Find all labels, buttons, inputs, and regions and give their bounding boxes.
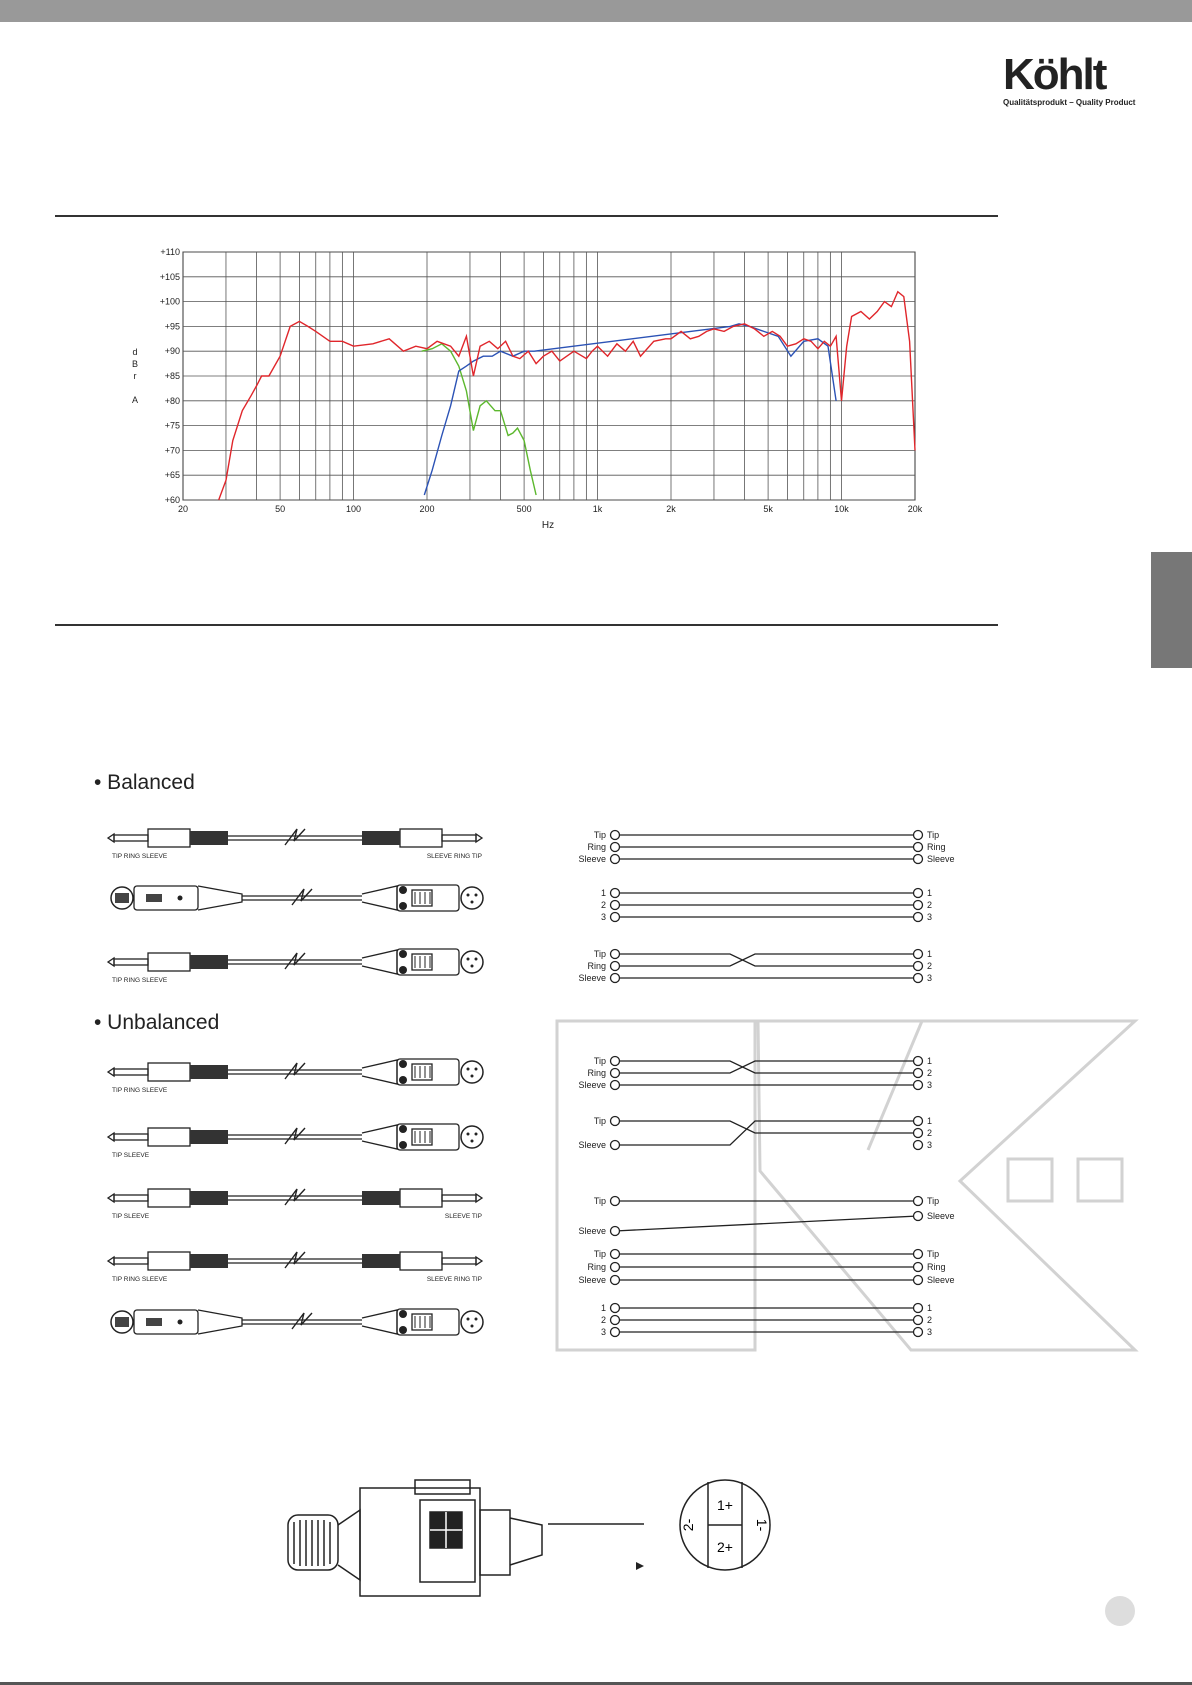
terminal-pin [914,1141,923,1150]
section-rule-bottom [55,624,998,626]
cable-drawing [108,949,483,984]
y-tick-label: +60 [164,495,180,505]
terminal-pin [611,1081,620,1090]
terminal-pin [914,1212,923,1221]
terminal-label: Sleeve [927,1211,955,1221]
terminal-pin [611,889,620,898]
terminal-pin [611,913,620,922]
wiring-diagram [578,949,932,983]
cable-end-label: TIP RING SLEEVE [112,853,168,860]
y-axis-label-char: r [133,371,137,381]
cable-end-label: SLEEVE RING TIP [426,853,482,860]
cable-end-label: SLEEVE RING TIP [426,1276,482,1283]
terminal-pin [914,1129,923,1138]
terminal-label: Sleeve [578,973,606,983]
terminal-pin [611,1141,620,1150]
top-bar [0,0,1192,22]
terminal-label: 3 [927,912,933,922]
x-tick-label: 5k [763,504,773,514]
cable-drawing [108,1059,483,1094]
terminal-pin [611,1316,620,1325]
y-tick-label: +105 [159,271,180,282]
terminal-pin [611,901,620,910]
terminal-label: 2 [600,1315,606,1325]
terminal-label: 1 [927,1056,933,1066]
terminal-label: Ring [587,1068,606,1078]
wiring-diagrams [550,810,1192,1360]
terminal-label: Ring [587,842,606,852]
terminal-label: 2 [927,1068,933,1078]
terminal-pin [914,889,923,898]
terminal-label: 3 [927,1327,933,1337]
terminal-label: 1 [927,888,933,898]
terminal-pin [611,1304,620,1313]
terminal-label: Sleeve [578,1226,606,1236]
terminal-pin [914,843,923,852]
terminal-pin [914,831,923,840]
terminal-pin [914,1328,923,1337]
terminal-pin [611,1276,620,1285]
terminal-pin [611,1328,620,1337]
x-tick-label: 20k [907,504,923,514]
terminal-label: 2 [927,1128,933,1138]
terminal-pin [914,1057,923,1066]
terminal-pin [914,1197,923,1206]
terminal-pin [611,1197,620,1206]
terminal-label: Tip [593,1116,606,1126]
terminal-label: 3 [600,1327,606,1337]
arrow-icon [636,1562,644,1570]
terminal-pin [914,913,923,922]
wiring-diagram [601,888,932,922]
y-tick-label: +70 [164,445,180,456]
pin-label: 1- [754,1518,770,1532]
y-tick-label: +100 [159,296,180,307]
terminal-pin [914,950,923,959]
pin-label: 2- [680,1518,696,1532]
speakon-pinout [680,1480,770,1570]
terminal-label: Ring [587,961,606,971]
terminal-label: 3 [927,1140,933,1150]
terminal-pin [914,1250,923,1259]
terminal-label: Sleeve [578,1080,606,1090]
terminal-pin [611,843,620,852]
frequency-response-chart [110,240,930,540]
section-rule-top [55,215,998,217]
x-tick-label: 200 [419,504,435,514]
terminal-label: 3 [927,973,933,983]
cable-drawing [108,1252,482,1283]
terminal-label: Ring [587,1262,606,1272]
terminal-label: Tip [927,1249,940,1259]
y-tick-label: +85 [164,371,180,381]
terminal-label: Sleeve [578,1140,606,1150]
y-tick-label: +75 [164,420,180,431]
terminal-label: Sleeve [927,854,955,864]
terminal-pin [611,950,620,959]
side-tab [1151,552,1192,668]
cable-drawings [100,810,500,1350]
terminal-pin [914,1081,923,1090]
x-axis-label: Hz [541,520,555,531]
terminal-label: 2 [927,900,933,910]
cable-end-label: TIP RING SLEEVE [112,1276,168,1283]
terminal-pin [611,1250,620,1259]
terminal-pin [611,831,620,840]
terminal-label: 3 [927,1080,933,1090]
cable-end-label: TIP SLEEVE [112,1152,150,1159]
terminal-pin [611,1057,620,1066]
terminal-pin [611,962,620,971]
terminal-label: Tip [927,1196,940,1206]
terminal-label: Tip [927,830,940,840]
terminal-label: Sleeve [578,854,606,864]
chart-series [219,292,915,500]
terminal-label: 2 [927,1315,933,1325]
cable-drawing [108,829,482,860]
y-axis-label-char: d [132,347,138,357]
x-tick-label: 1k [592,504,603,514]
terminal-pin [611,1117,620,1126]
terminal-label: 3 [600,912,606,922]
terminal-label: Ring [927,842,946,852]
terminal-label: Tip [593,1196,606,1206]
terminal-label: 1 [600,888,606,898]
terminal-label: Ring [927,1262,946,1272]
terminal-pin [914,1069,923,1078]
background-watermark [557,1021,1135,1350]
series-line-blue [424,324,836,495]
terminal-pin [914,1304,923,1313]
wiring-diagram [578,1249,954,1285]
terminal-label: Tip [593,949,606,959]
terminal-label: 2 [927,961,933,971]
brand-logo [1003,50,1136,110]
chart-grid [183,252,915,500]
unbalanced-heading: • Unbalanced [94,1011,220,1034]
x-tick-label: 50 [275,504,286,514]
y-tick-labels [160,247,180,505]
wiring-diagram [578,830,954,864]
cable-end-label: TIP SLEEVE [112,1213,150,1220]
series-line-red [219,292,915,500]
y-tick-label: +95 [164,321,180,332]
terminal-label: Tip [593,1249,606,1259]
page-number-badge [1105,1596,1135,1626]
y-tick-label: +90 [164,346,180,357]
y-tick-label: +110 [160,247,180,257]
x-tick-label: 2k [666,504,676,514]
terminal-pin [611,855,620,864]
terminal-pin [914,855,923,864]
terminal-pin [914,1316,923,1325]
x-tick-label: 10k [834,504,849,514]
terminal-pin [914,901,923,910]
logo-tagline: Qualitätsprodukt – Quality Product [1003,98,1136,107]
terminal-label: 1 [927,949,933,959]
series-line-green [422,344,536,495]
cable-drawing [111,885,483,911]
terminal-pin [914,962,923,971]
terminal-label: 1 [600,1303,606,1313]
terminal-pin [611,1263,620,1272]
terminal-label: Sleeve [927,1275,955,1285]
logo-mark: Köhlt [1003,50,1106,99]
balanced-heading: • Balanced [94,771,195,794]
speakon-plug-drawing [288,1480,644,1596]
cable-end-label: SLEEVE TIP [444,1213,482,1220]
terminal-label: Sleeve [578,1275,606,1285]
speakon-connector-diagram [280,1470,780,1610]
y-axis-label-char: A [131,395,139,405]
wiring-diagram [601,1303,932,1337]
terminal-pin [914,974,923,983]
terminal-pin [611,1069,620,1078]
y-axis-label-char: B [131,359,139,369]
x-tick-label: 500 [516,504,532,514]
wiring-diagram [578,1196,954,1236]
cable-drawing [108,1189,482,1220]
x-tick-label: 20 [177,504,189,514]
terminal-label: Tip [593,1056,606,1066]
x-tick-label: 100 [346,504,362,514]
terminal-pin [914,1263,923,1272]
pin-label: 2+ [717,1539,733,1555]
wiring-diagram [578,1056,932,1090]
terminal-label: 1 [927,1116,933,1126]
x-tick-labels [178,504,923,514]
pin-label: 1+ [717,1497,733,1513]
cable-drawing [111,1309,483,1335]
terminal-pin [914,1276,923,1285]
y-tick-label: +65 [164,470,180,481]
cable-drawing [108,1124,483,1159]
terminal-label: 1 [927,1303,933,1313]
terminal-pin [611,1227,620,1236]
cable-end-label: TIP RING SLEEVE [112,1087,168,1094]
terminal-label: Tip [593,830,606,840]
y-tick-label: +80 [164,395,180,406]
terminal-pin [611,974,620,983]
y-axis-label [132,347,138,405]
terminal-pin [914,1117,923,1126]
terminal-label: 2 [600,900,606,910]
cable-end-label: TIP RING SLEEVE [112,977,168,984]
